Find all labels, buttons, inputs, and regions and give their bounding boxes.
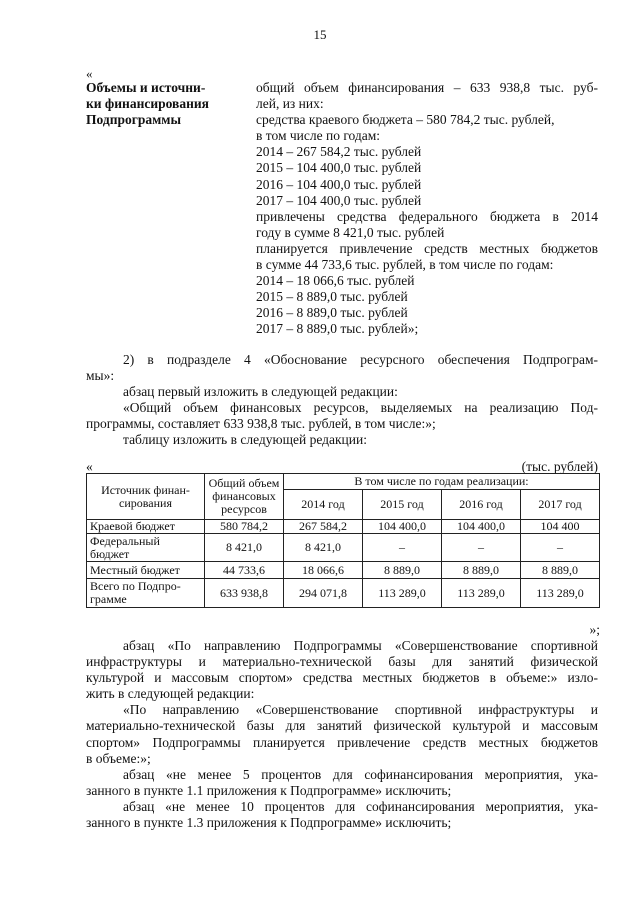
- text-line: занного в пункте 1.3 приложения к Подпрограмме» исключить;: [86, 815, 452, 831]
- summary-text-line: году в сумме 8 421,0 тыс. рублей: [256, 224, 445, 240]
- header-source: Источник финан-сирования: [87, 474, 205, 520]
- summary-text-line: 2017 – 104 400,0 тыс. рублей: [256, 192, 422, 208]
- row-value-cell: 113 289,0: [363, 579, 442, 608]
- funding-summary-label: [86, 80, 246, 128]
- row-value-cell: 294 071,8: [284, 579, 363, 608]
- summary-text-line: 2014 – 18 066,6 тыс. рублей: [256, 273, 415, 289]
- summary-text-line: лей, из них:: [256, 96, 324, 112]
- summary-text-line: 2015 – 104 400,0 тыс. рублей: [256, 160, 422, 176]
- row-value-cell: 633 938,8: [205, 579, 284, 608]
- text-line: абзац «По направлению Подпрограммы «Совершенствование спортивной: [123, 638, 598, 653]
- summary-text-line: 2016 – 104 400,0 тыс. рублей: [256, 176, 422, 192]
- text-line: программы, составляет 633 938,8 тыс. рублей, в том числе:»;: [86, 416, 436, 432]
- summary-label-line: Подпрограммы: [86, 112, 182, 128]
- text-line: абзац «не менее 5 процентов для софинансирования мероприятия, ука-: [123, 766, 598, 782]
- row-value-cell: 104 400,0: [363, 520, 442, 534]
- summary-text-line: 2016 – 8 889,0 тыс. рублей: [256, 305, 408, 321]
- row-value-cell: 104 400,0: [442, 520, 521, 534]
- summary-text-line: 2017 – 8 889,0 тыс. рублей»;: [256, 321, 419, 337]
- row-source-cell: Местный бюджет: [87, 562, 205, 579]
- page-number: 15: [313, 27, 327, 42]
- text-line: абзац «не менее 10 процентов для софинансирования мероприятия, ука-: [123, 798, 598, 814]
- budget-table: [86, 473, 600, 608]
- header-year: 2015 год: [363, 490, 442, 520]
- text-line: материально-технической базы для занятий физической культурой и массовым: [86, 718, 598, 734]
- text-line: «Общий объем финансовых ресурсов, выделяемых на реализацию Под-: [123, 400, 598, 416]
- row-value-cell: 8 889,0: [363, 562, 442, 579]
- opening-quote: «: [86, 66, 93, 81]
- header-year: 2016 год: [442, 490, 521, 520]
- row-value-cell: 113 289,0: [521, 579, 600, 608]
- units-label: (тыс. рублей): [521, 459, 598, 474]
- summary-text-line: привлечены средства федерального бюджета в 2014: [256, 208, 598, 224]
- text-line: спортом» Подпрограммы планируется привлечение средств местных бюджетов: [86, 734, 598, 750]
- row-value-cell: –: [442, 534, 521, 562]
- text-line: таблицу изложить в следующей редакции:: [123, 432, 367, 448]
- row-value-cell: 580 784,2: [205, 520, 284, 534]
- row-value-cell: 44 733,6: [205, 562, 284, 579]
- text-line: в объеме:»;: [86, 750, 151, 766]
- row-value-cell: 18 066,6: [284, 562, 363, 579]
- table-row: [87, 534, 600, 562]
- text-line: жить в следующей редакции:: [86, 686, 255, 702]
- summary-text-line: средства краевого бюджета – 580 784,2 тыс. рублей,: [256, 112, 555, 128]
- text-line: культурой и массовым спортом» средства местных бюджетов в объеме:» изло-: [86, 670, 598, 686]
- summary-text-line: в сумме 44 733,6 тыс. рублей, в том числе по годам:: [256, 257, 554, 273]
- header-total: Общий объем финансовых ресурсов: [205, 474, 284, 520]
- row-value-cell: –: [363, 534, 442, 562]
- text-line: «По направлению «Совершенствование спортивной инфраструктуры и: [123, 702, 598, 718]
- summary-text-line: в том числе по годам:: [256, 128, 381, 144]
- row-source-cell: Федеральный бюджет: [87, 534, 205, 562]
- text-line: инфраструктуры и материально-технической базы для занятий физической: [86, 654, 598, 670]
- text-line: 2) в подразделе 4 «Обоснование ресурсного обеспечения Подпрограм-: [123, 352, 598, 367]
- row-source-cell: Всего по Подпро-грамме: [87, 579, 205, 608]
- text-line: мы»:: [86, 368, 115, 384]
- header-by-years: В том числе по годам реализации:: [284, 474, 600, 490]
- row-value-cell: 113 289,0: [442, 579, 521, 608]
- summary-text-line: планируется привлечение средств местных бюджетов: [256, 240, 598, 256]
- amendment-paragraph-2: [86, 638, 598, 831]
- row-value-cell: 8 421,0: [284, 534, 363, 562]
- row-source-cell: Краевой бюджет: [87, 520, 205, 534]
- row-value-cell: 8 889,0: [521, 562, 600, 579]
- summary-label-line: Объемы и источни-: [86, 80, 206, 95]
- row-value-cell: –: [521, 534, 600, 562]
- table-opening-quote: «: [86, 459, 93, 474]
- table-closing-quote: »;: [589, 622, 600, 637]
- header-year: 2014 год: [284, 490, 363, 520]
- row-value-cell: 104 400: [521, 520, 600, 534]
- summary-label-line: ки финансирования: [86, 96, 209, 112]
- text-line: абзац первый изложить в следующей редакции:: [123, 384, 398, 400]
- row-value-cell: 8 889,0: [442, 562, 521, 579]
- summary-text-line: общий объем финансирования – 633 938,8 тыс. руб-: [256, 80, 598, 95]
- table-row: [87, 562, 600, 579]
- amendment-paragraph-1: [86, 352, 598, 449]
- table-row: [87, 520, 600, 534]
- table-row: [87, 579, 600, 608]
- row-value-cell: 8 421,0: [205, 534, 284, 562]
- row-value-cell: 267 584,2: [284, 520, 363, 534]
- summary-text-line: 2015 – 8 889,0 тыс. рублей: [256, 289, 408, 305]
- summary-text-line: 2014 – 267 584,2 тыс. рублей: [256, 144, 422, 160]
- budget-table-body: [87, 520, 600, 608]
- text-line: занного в пункте 1.1 приложения к Подпрограмме» исключить;: [86, 782, 452, 798]
- header-year: 2017 год: [521, 490, 600, 520]
- funding-summary-text: [256, 80, 598, 338]
